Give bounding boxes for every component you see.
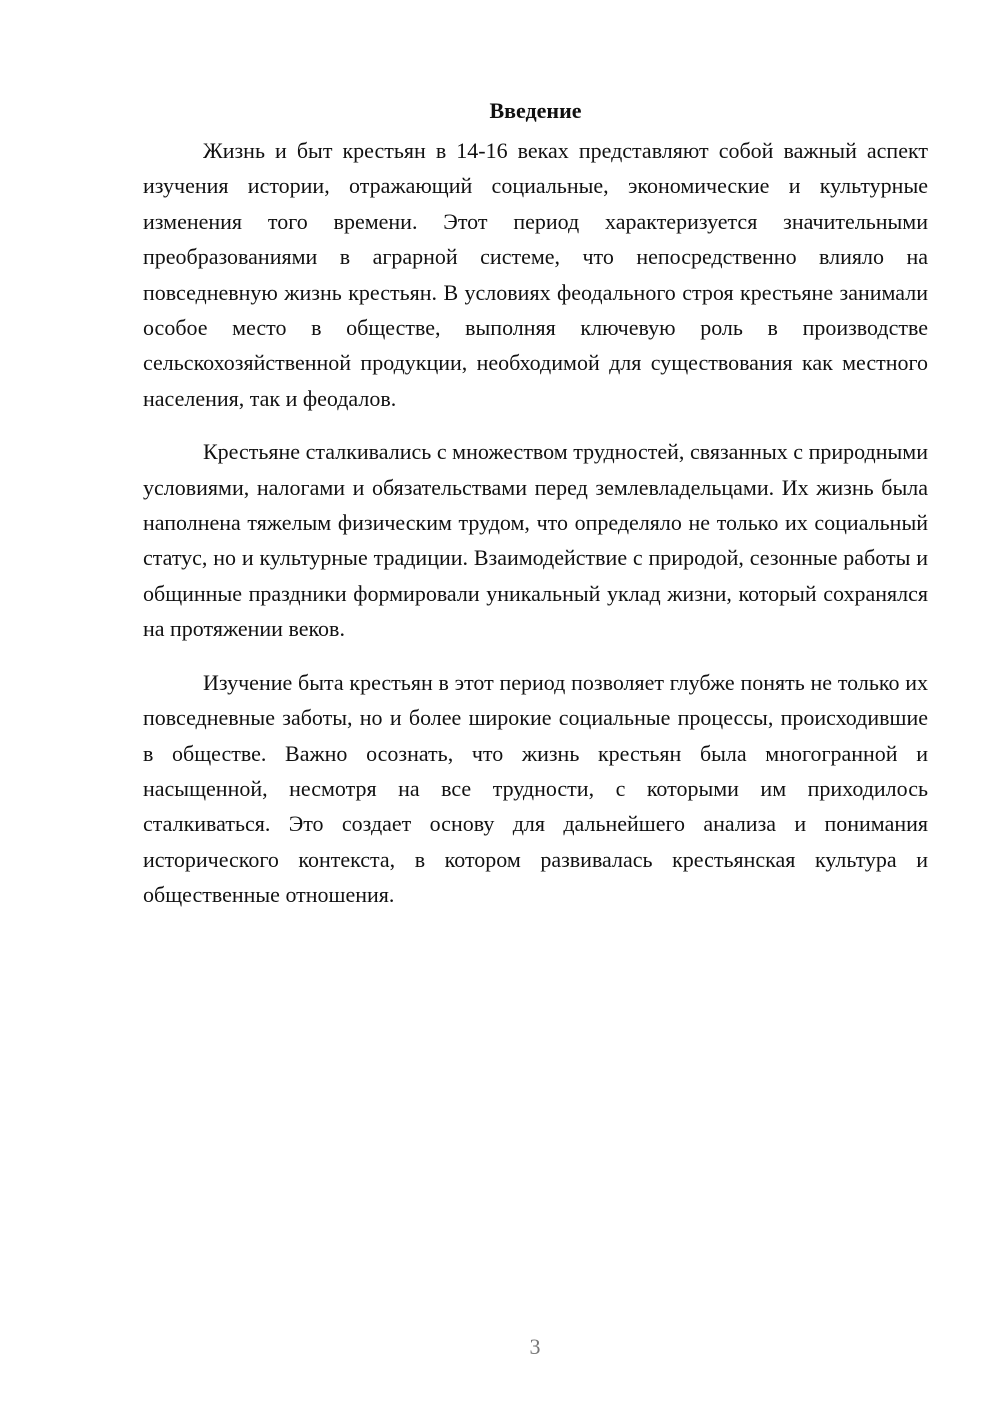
paragraph-2: Крестьяне сталкивались с множеством трудностей, связанных с природными условиями, налогами и обязательствами перед землевладельцами. Их жизнь была наполнена тяжелым физическим трудом, что определяло не только их социальный статус, но и культурные традиции. Взаимодействие с природой, сезонные работы и общинные праздники формировали уникальный уклад жизни, который сохранялся на протяжении веков. <box>143 439 928 642</box>
document-body <box>143 93 928 913</box>
paragraph-3: Изучение быта крестьян в этот период позволяет глубже понять не только их повседневные заботы, но и более широкие социальные процессы, происходившие в обществе. Важно осознать, что жизнь крестьян была многогранной и насыщенной, несмотря на все трудности, с которыми им приходилось сталкиваться. Это создает основу для дальнейшего анализа и понимания исторического контекста, в котором развивалась крестьянская культура и общественные отношения. <box>143 669 928 908</box>
page-number: 3 <box>529 1334 541 1359</box>
paragraph-1: Жизнь и быт крестьян в 14-16 веках представляют собой важный аспект изучения истории, отражающий социальные, экономические и культурные изменения того времени. Этот период характеризуется значительными преобразованиями в аграрной системе, что непосредственно влияло на повседневную жизнь крестьян. В условиях феодального строя крестьяне занимали особое место в обществе, выполняя ключевую роль в производстве сельскохозяйственной продукции, необходимой для существования как местного населения, так и феодалов. <box>143 138 928 411</box>
section-heading: Введение <box>489 98 582 123</box>
